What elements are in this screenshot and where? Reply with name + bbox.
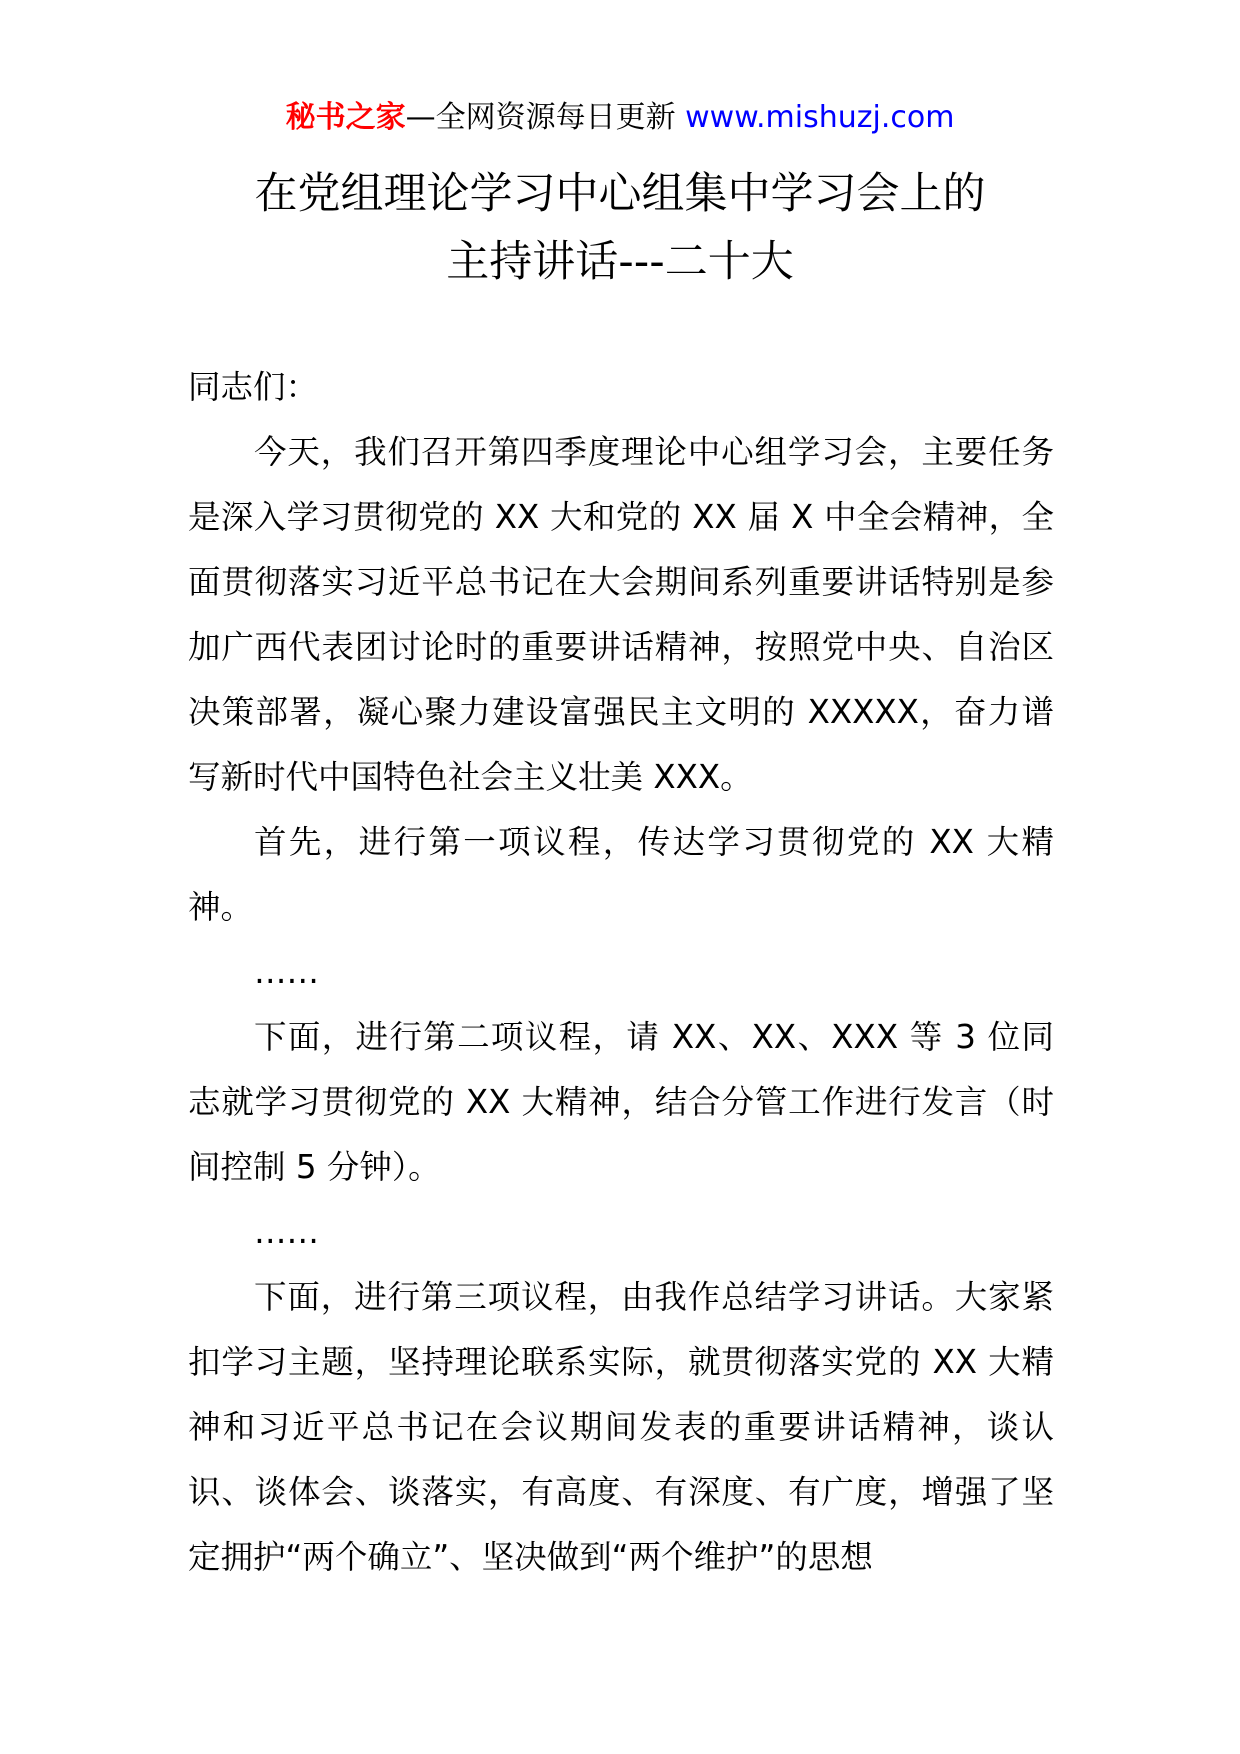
salutation: 同志们： <box>188 368 319 406</box>
brand-name: 秘书之家 <box>285 100 406 135</box>
title-line-1: 在党组理论学习中心组集中学习会上的 <box>254 169 986 219</box>
paragraph-opening: 今天，我们召开第四季度理论中心组学习会，主要任务是深入学习贯彻党的 XX 大和党的 XX 届 X 中全会精神，全面贯彻落实习近平总书记在大会期间系列重要讲话特别是参加广西代表团讨论时的重要讲话精神，按照党中央、自治区决策部署，凝心聚力建设富强民主文明的 XXXXX，奋力谱写新时代中国特色社会主义壮美 XXX。 <box>188 433 1054 796</box>
paragraph-agenda-3: 下面，进行第三项议程，由我作总结学习讲话。大家紧扣学习主题，坚持理论联系实际，就贯彻落实党的 XX 大精神和习近平总书记在会议期间发表的重要讲话精神，谈认识、谈体会、谈落实，有高度、有深度、有广度，增强了坚定拥护“两个确立”、坚决做到“两个维护”的思想 <box>188 1278 1054 1576</box>
document-body <box>188 355 1054 1590</box>
ellipsis-1: …… <box>254 953 319 991</box>
paragraph-agenda-2: 下面，进行第二项议程，请 XX、XX、XXX 等 3 位同志就学习贯彻党的 XX 大精神，结合分管工作进行发言（时间控制 5 分钟）。 <box>188 1018 1054 1186</box>
ellipsis-2: …… <box>254 1213 319 1251</box>
site-header <box>0 98 1240 138</box>
website-link[interactable]: www.mishuzj.com <box>685 100 955 135</box>
title-line-2: 主持讲话---二十大 <box>446 237 794 287</box>
paragraph-agenda-1: 首先，进行第一项议程，传达学习贯彻党的 XX 大精神。 <box>188 823 1054 926</box>
document-title <box>0 160 1240 296</box>
header-tagline: —全网资源每日更新 <box>405 100 686 135</box>
